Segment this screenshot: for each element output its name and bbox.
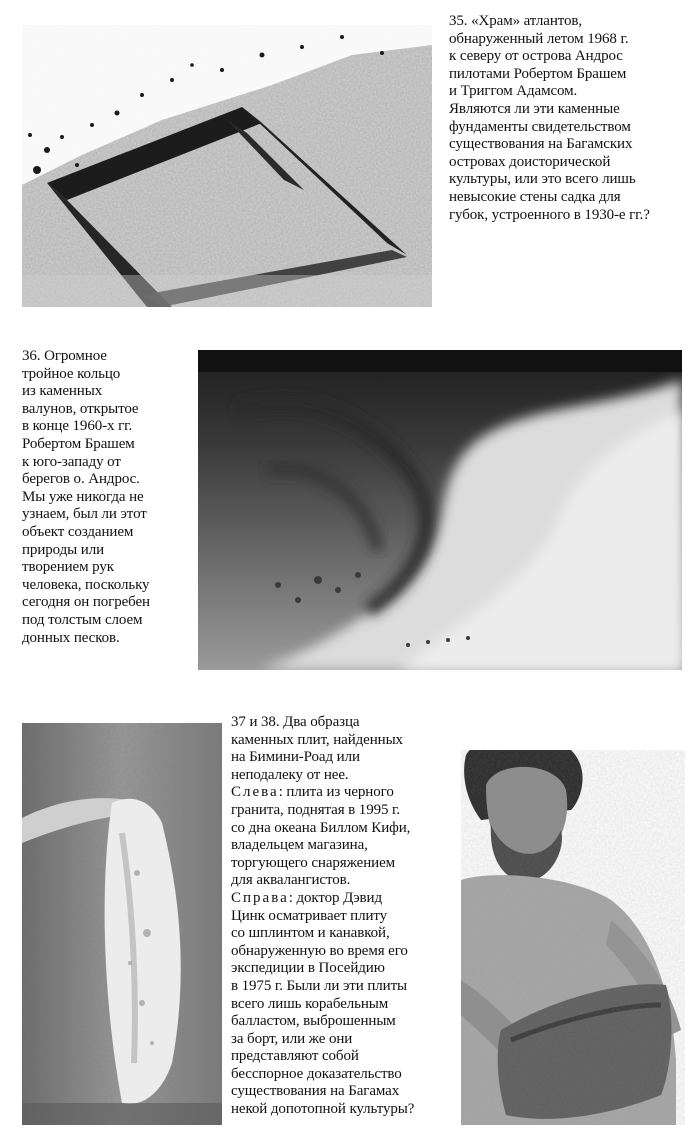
photo-38-david-zink	[461, 730, 685, 1125]
caption-intro: 37 и 38. Два образца каменных плит, найденных на Бимини-Роад или неподалеку от нее.	[231, 714, 403, 783]
photo-35-atlantis-temple	[22, 25, 432, 307]
caption-figure-36: 36. Огромное тройное кольцо из каменных валунов, открытое в конце 1960-х гг. Робертом Брашем к юго-западу от берегов о. Андрос. Мы уже никогда не узнаем, был ли этот объект созданием природы или творением рук человека, поскольку сегодня он погребен под толстым слоем донных песков.	[22, 348, 150, 646]
caption-right-label: Справа	[231, 889, 289, 906]
caption-figure-35: 35. «Храм» атлантов, обнаруженный летом 1968 г. к северу от острова Андрос пилотами Робертом Брашем и Триггом Адамсом. Являются ли эти каменные фундаменты свидетельством существования на Багамских островах доисторической культуры, или это всего лишь невысокие стены садка для губок, устроенного в 1930-е гг.?	[449, 13, 650, 223]
photo-36-stone-ring	[198, 350, 682, 670]
caption-right-text: : доктор Дэвид Цинк осматривает плиту со шплинтом и канавкой, обнаруженную во время его экспедиции в Посейдию в 1975 г. Были ли эти плиты всего лишь корабельным балластом, выброшенным за борт, или же они представляют собой бесспорное доказательство существования на Багамах некой допотопной культуры?	[231, 889, 415, 1118]
caption-left-text: : плита из черного гранита, поднятая в 1995 г. со дна океана Биллом Кифи, владельцем магазина, торгующего снаряжением для аквалангистов.	[231, 784, 411, 889]
caption-left-label: Слева	[231, 784, 279, 801]
caption-figures-37-38	[231, 714, 463, 1119]
photo-37-granite-slab	[22, 723, 222, 1125]
